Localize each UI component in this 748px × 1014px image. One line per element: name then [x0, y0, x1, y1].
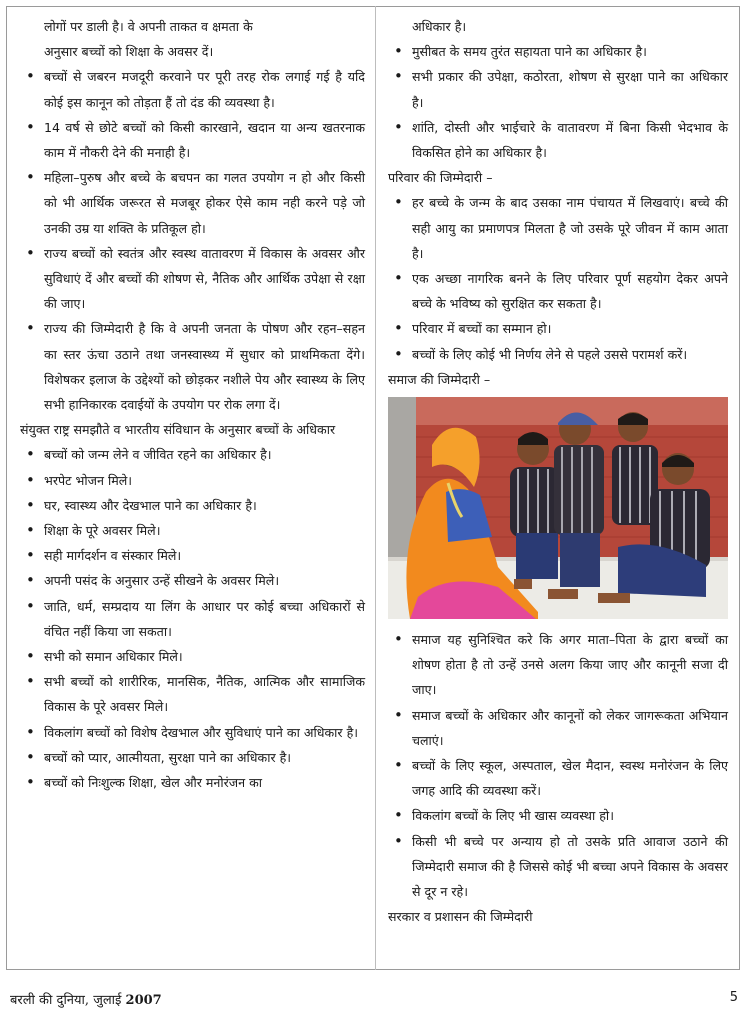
- publication-year: 2007: [125, 993, 162, 1008]
- intro-line-1: लोगों पर डाली है। वे अपनी ताकत व क्षमता के: [44, 19, 253, 34]
- page-number: 5: [729, 990, 738, 1005]
- footer-publication: [10, 990, 162, 1008]
- continuation-text: अधिकार है।: [412, 19, 467, 34]
- list-item: • मुसीबत के समय तुरंत सहायता पाने का अधिकार है।: [388, 39, 728, 64]
- list-item: • किसी भी बच्चे पर अन्याय हो तो उसके प्रति आवाज उठाने की जिम्मेदारी समाज की है जिससे कोई भी बच्चा अपने विकास के अवसर से दूर न रहे।: [388, 829, 728, 905]
- list-item: • बच्चों के लिए स्कूल, अस्पताल, खेल मैदान, स्वस्थ मनोरंजन के लिए जगह आदि की व्यवस्था करें।: [388, 753, 728, 803]
- family-heading: परिवार की जिम्मेदारी –: [388, 170, 493, 186]
- list-item: • सभी प्रकार की उपेक्षा, कठोरता, शोषण से सुरक्षा पाने का अधिकार है।: [388, 64, 728, 114]
- list-item: • घर, स्वास्थ्य और देखभाल पाने का अधिकार है।: [20, 493, 365, 518]
- list-item: • जाति, धर्म, सम्प्रदाय या लिंग के आधार पर कोई बच्चा अधिकारों से वंचित नहीं किया जा सकता।: [20, 594, 365, 644]
- list-item: • 14 वर्ष से छोटे बच्चों को किसी कारखाने, खदान या अन्य खतरनाक काम में नौकरी देने की मनाही है।: [20, 115, 365, 165]
- list-item: • समाज यह सुनिश्चित करे कि अगर माता–पिता के द्वारा बच्चों का शोषण होता है तो उन्हें उनसे अलग किया जाए और कानूनी सजा दी जाए।: [388, 627, 728, 703]
- list-item: • राज्य की जिम्मेदारी है कि वे अपनी जनता के पोषण और रहन–सहन का स्तर ऊंचा उठाने तथा जनस्वास्थ्य में सुधार को प्राथमिकता देंगे। विशेषकर इलाज के उद्देश्यों को छोड़कर नशीले पेय और स्वास्थ्य के लिए सभी हानिकारक दवाईयों के उपयोग पर रोक लगा दें।: [20, 316, 365, 417]
- list-item: • परिवार में बच्चों का सम्मान हो।: [388, 316, 728, 341]
- right-column: [388, 14, 728, 929]
- rights-list-continued: [388, 39, 728, 165]
- list-item: • विकलांग बच्चों के लिए भी खास व्यवस्था हो।: [388, 803, 728, 828]
- intro-line-2: अनुसार बच्चों को शिक्षा के अवसर दें।: [44, 44, 214, 60]
- list-item: • भरपेट भोजन मिले।: [20, 468, 365, 493]
- list-item: • सभी को समान अधिकार मिले।: [20, 644, 365, 669]
- list-item: • हर बच्चे के जन्म के बाद उसका नाम पंचायत में लिखवाएं। बच्चे की सही आयु का प्रमाणपत्र मिलता है जो उसके पूरे जीवन में काम आता है।: [388, 190, 728, 266]
- page-footer: [6, 990, 738, 1010]
- list-item: • बच्चों से जबरन मजदूरी करवाने पर पूरी तरह रोक लगाई गई है यदि कोई इस कानून को तोड़ता हैं तो दंड की व्यवस्था है।: [20, 64, 365, 114]
- list-item: • एक अच्छा नागरिक बनने के लिए परिवार पूर्ण सहयोग देकर अपने बच्चे के भविष्य को सुरक्षित कर सकता है।: [388, 266, 728, 316]
- list-item: • सभी बच्चों को शारीरिक, मानसिक, नैतिक, आत्मिक और सामाजिक विकास के पूरे अवसर मिले।: [20, 669, 365, 719]
- left-column: [20, 14, 365, 795]
- column-divider: [375, 6, 376, 970]
- list-item: • सही मार्गदर्शन व संस्कार मिले।: [20, 543, 365, 568]
- list-item: • शांति, दोस्ती और भाईचारे के वातावरण में बिना किसी भेदभाव के विकसित होने का अधिकार है।: [388, 115, 728, 165]
- publication-name: बरली की दुनिया, जुलाई: [10, 993, 122, 1008]
- law-list: [20, 64, 365, 417]
- list-item: • राज्य बच्चों को स्वतंत्र और स्वस्थ वातावरण में विकास के अवसर और सुविधाएं दें और बच्चों की शोषण से, नैतिक और आर्थिक उपेक्षा से रक्षा की जाए।: [20, 241, 365, 317]
- rights-list: [20, 442, 365, 795]
- list-item: • महिला–पुरुष और बच्चे के बचपन का गलत उपयोग न हो और किसी को भी आर्थिक जरूरत से मजबूर होकर ऐसे काम नही करने पड़े जो उनकी उम्र या शक्ति के प्रतिकूल हो।: [20, 165, 365, 241]
- society-heading: समाज की जिम्मेदारी –: [388, 371, 491, 387]
- list-item: • बच्चों के लिए कोई भी निर्णय लेने से पहले उससे परामर्श करें।: [388, 342, 728, 367]
- list-item: • बच्चों को जन्म लेने व जीवित रहने का अधिकार है।: [20, 442, 365, 467]
- rights-heading: संयुक्त राष्ट्र समझौते व भारतीय संविधान के अनुसार बच्चों के अधिकार: [20, 422, 336, 438]
- list-item: • बच्चों को निःशुल्क शिक्षा, खेल और मनोरंजन का: [20, 770, 365, 795]
- family-list: [388, 190, 728, 366]
- list-item: • अपनी पसंद के अनुसार उन्हें सीखने के अवसर मिले।: [20, 568, 365, 593]
- list-item: • समाज बच्चों के अधिकार और कानूनों को लेकर जागरूकता अभियान चलाएं।: [388, 703, 728, 753]
- list-item: • बच्चों को प्यार, आत्मीयता, सुरक्षा पाने का अधिकार है।: [20, 745, 365, 770]
- list-item: • शिक्षा के पूरे अवसर मिले।: [20, 518, 365, 543]
- society-list: [388, 627, 728, 904]
- government-heading: सरकार व प्रशासन की जिम्मेदारी: [388, 909, 533, 925]
- list-item: • विकलांग बच्चों को विशेष देखभाल और सुविधाएं पाने का अधिकार है।: [20, 720, 365, 745]
- family-photo: [388, 397, 728, 619]
